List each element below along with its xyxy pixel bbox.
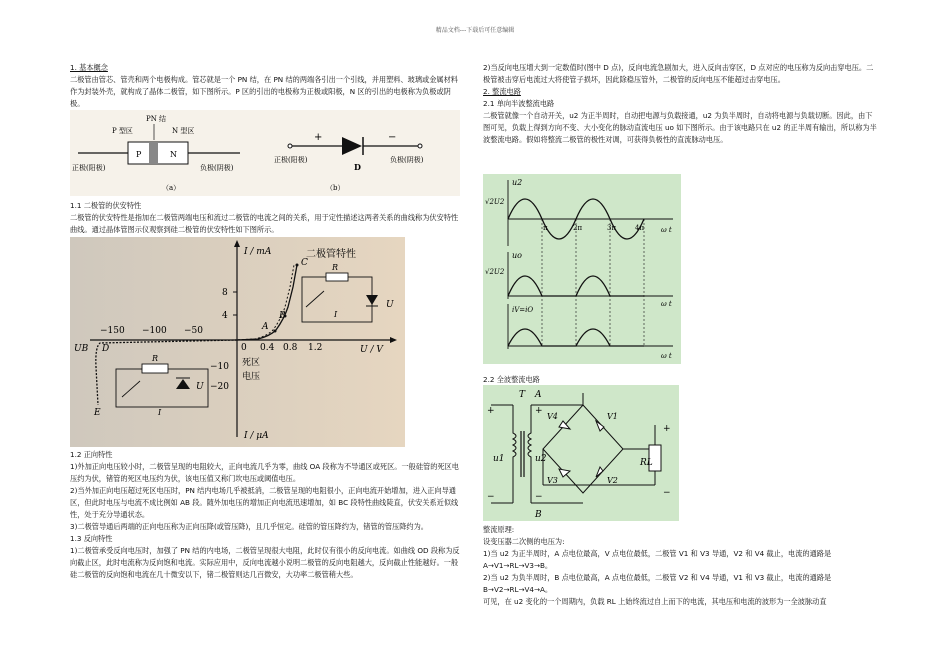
rectifier-line-2: 1)当 u2 为正半周时，A 点电位最高，V 点电位最低，二极管 V1 和 V3 导通，V2 和 V4 截止，电流的通路是 — [483, 549, 832, 558]
primary-minus: − — [487, 492, 495, 502]
right-column-top — [483, 62, 878, 146]
reverse-u-label: U — [196, 382, 204, 392]
point-d: D — [102, 344, 110, 354]
x-axis-label: U / V — [360, 345, 383, 355]
x-tick-0-4: 0.4 — [260, 343, 275, 353]
uo-label: uo — [512, 251, 522, 260]
section-1-paragraph: 二极管由管芯、管壳和两个电极构成。管芯就是一个 PN 结，在 PN 结的两端各引出一个引线，并用塑料、玻璃或金属材料作为封装外壳，就构成了晶体二极管，如下图所示。P 区的引出的电极称为正极或阳极，N 区的引出的电极称为负极或阴极。 — [70, 75, 458, 108]
3pi-label: 3π — [607, 224, 617, 232]
section-2-1-paragraph: 二极管就像一个自动开关，u2 为正半周时，自动把电源与负载接通，u2 为负半周时，自动将电源与负载切断。因此，由下图可见，负载上得到方向不变、大小变化的脉动直流电压 uo 如下图所示。由于该电路只在 u2 的正半周有输出，所以称为半波整流电路。假如将整流二极管的极性对调，可获得负极性的直流脉动电压。 — [483, 111, 877, 144]
rl-label: RL — [640, 458, 653, 468]
curve-title: 二极管特性 — [306, 249, 356, 260]
rectifier-principle-title: 整流原理: — [483, 525, 515, 534]
plus-sign: + — [314, 132, 323, 143]
y-tick-8: 8 — [222, 288, 228, 298]
section-1-title: 1. 基本概念 — [70, 63, 108, 72]
section-2-title: 2. 整流电路 — [483, 87, 521, 96]
v3-label: V3 — [547, 476, 558, 485]
page-header: 精品文档---下载后可任意编辑 — [435, 27, 515, 34]
point-b: B — [279, 311, 286, 321]
rectifier-line-5: B→V2→RL→V4→A。 — [483, 585, 553, 594]
forward-u-label: U — [386, 300, 394, 310]
node-b-label: B — [535, 510, 542, 520]
fig-b-cathode-label: 负极(阴极) — [390, 156, 424, 164]
left-column-top — [70, 62, 465, 110]
dead-zone-label-1: 死区 — [242, 358, 261, 368]
fig-b-anode-label: 正极(阳极) — [274, 156, 308, 164]
y-axis-label-bottom: I / μA — [244, 431, 269, 441]
secondary-plus: + — [535, 406, 543, 416]
bridge-rectifier-figure — [483, 385, 679, 521]
rectifier-line-6: 可见，在 u2 变化的一个周期内，负载 RL 上始终流过自上而下的电流，其电压和电流的波形为一全波脉动直 — [483, 597, 827, 606]
rectifier-line-3: A→V1→RL→V3→B。 — [483, 561, 553, 570]
minus-sign: − — [388, 132, 397, 143]
4pi-label: 4π — [635, 224, 645, 232]
load-plus: + — [663, 424, 671, 434]
y-tick-4: 4 — [222, 311, 228, 321]
x-tick-neg50: −50 — [184, 326, 203, 336]
section-1-2-paragraph-2: 2)当外加正向电压超过死区电压时，PN 结内电场几乎被抵消，二极管呈现的电阻很小，正向电流开始增加，进入正向导通区，但此时电压与电流不成比例如 AB 段。随外加电压的增加正向电流迅速增加，如 BC 段特性曲线陡直，伏安关系近似线性，处于充分导通状态。 — [70, 486, 459, 519]
fig-a-cathode-label: 负极(阴极) — [200, 164, 234, 172]
forward-i-label: I — [334, 310, 338, 319]
rectifier-line-1: 设变压器二次侧的电压为: — [483, 537, 565, 546]
p-region-label: P 型区 — [112, 127, 133, 135]
n-letter: N — [170, 150, 177, 159]
node-a-label: A — [535, 390, 542, 400]
section-1-3-title: 1.3 反向特性 — [70, 534, 113, 543]
fig-a-caption: （a） — [162, 184, 181, 192]
fig-a-anode-label: 正极(阳极) — [72, 164, 106, 172]
iv-label: iV=iO — [512, 306, 534, 314]
u2-label-bridge: u2 — [535, 454, 547, 464]
u2-label: u2 — [512, 178, 523, 187]
amp-label-1: √2U2 — [485, 198, 505, 206]
load-minus: − — [663, 488, 671, 498]
left-column-bottom — [70, 449, 465, 581]
wt-label-1: ω t — [661, 226, 672, 234]
u1-label: u1 — [493, 454, 505, 464]
section-1-2-paragraph-3: 3)二极管导通后两端的正向电压称为正向压降(或管压降)，且几乎恒定。硅管的管压降约为，锗管的管压降约为。 — [70, 522, 428, 531]
p-letter: P — [136, 150, 142, 159]
wt-label-2: ω t — [661, 300, 672, 308]
section-2-2-title: 2.2 全波整流电路 — [483, 375, 540, 384]
2pi-label: 2π — [573, 224, 583, 232]
right-column-bottom — [483, 524, 878, 608]
rectifier-line-4: 2)当 u2 为负半周时，B 点电位最高，A 点电位最低，二极管 V2 和 V4 导通，V1 和 V3 截止，电流的通路是 — [483, 573, 832, 582]
v2-label: V2 — [607, 476, 618, 485]
primary-plus: + — [487, 406, 495, 416]
y-axis-label-top: I / mA — [244, 247, 272, 257]
v4-label: V4 — [547, 412, 558, 421]
point-e: E — [94, 408, 101, 418]
forward-r-label: R — [332, 263, 339, 272]
reverse-i-label: I — [158, 408, 162, 417]
x-tick-neg150: −150 — [100, 326, 125, 336]
section-1-1-title: 1.1 二极管的伏安特性 — [70, 201, 142, 210]
reverse-r-label: R — [152, 354, 159, 363]
x-tick-1-2: 1.2 — [308, 343, 323, 353]
vi-characteristic-figure — [70, 237, 405, 447]
point-a: A — [262, 322, 269, 332]
pn-junction-label: PN 结 — [146, 115, 167, 123]
half-wave-waveform-figure — [483, 174, 681, 364]
x-tick-neg100: −100 — [142, 326, 167, 336]
d-label: D — [354, 162, 361, 172]
y-tick-neg20: −20 — [210, 382, 229, 392]
pi-label: π — [543, 224, 548, 232]
x-tick-0-8: 0.8 — [283, 343, 298, 353]
section-1-1 — [70, 200, 465, 236]
wt-label-3: ω t — [661, 352, 672, 360]
fig-b-caption: （b） — [326, 184, 345, 192]
x-tick-0: 0 — [241, 343, 247, 353]
diode-symbol-figure — [270, 110, 460, 196]
reverse-breakdown-paragraph: 2)当反向电压增大到一定数值时(图中 D 点)，反向电流急剧加大，进入反向击穿区，D 点对应的电压称为反向击穿电压。二极管被击穿后电流过大将使管子损坏，因此除稳压管外，二极管的反向电压不能超过击穿电压。 — [483, 63, 874, 84]
section-2-1-title: 2.1 单向半波整流电路 — [483, 99, 555, 108]
section-1-3-paragraph: 1)二极管承受反向电压时，加强了 PN 结的内电场，二极管呈现很大电阻，此时仅有很小的反向电流。如曲线 OD 段称为反向截止区，此时电流称为反向饱和电流。实际应用中，反向电流越小说明二极管的反向电阻越大，反向截止性能越好。一般硅二极管的反向饱和电流在几十微安以下，锗二极管则达几百微安，大功率二极管稍大些。 — [70, 546, 460, 579]
point-c: C — [301, 258, 308, 268]
transformer-label: T — [519, 390, 526, 400]
ub-label: UB — [74, 344, 89, 354]
section-1-2-title: 1.2 正向特性 — [70, 450, 113, 459]
v1-label: V1 — [607, 412, 618, 421]
section-1-2-paragraph-1: 1)外加正向电压较小时，二极管呈现的电阻较大，正向电流几乎为零，曲线 OA 段称为不导通区或死区。一般硅管的死区电压约为伏，锗管的死区电压约为伏，该电压值又称门坎电压或阈值电压。 — [70, 462, 459, 483]
n-region-label: N 型区 — [172, 127, 195, 135]
secondary-minus: − — [535, 492, 543, 502]
dead-zone-label-2: 电压 — [242, 372, 261, 382]
pn-junction-figure — [70, 110, 270, 196]
y-tick-neg10: −10 — [210, 362, 229, 372]
section-1-1-paragraph: 二极管的伏安特性是指加在二极管两端电压和流过二极管的电流之间的关系，用于定性描述这两者关系的曲线称为伏安特性曲线。通过晶体管图示仪观察到硅二极管的伏安特性如下图所示。 — [70, 213, 459, 234]
amp-label-2: √2U2 — [485, 268, 505, 276]
